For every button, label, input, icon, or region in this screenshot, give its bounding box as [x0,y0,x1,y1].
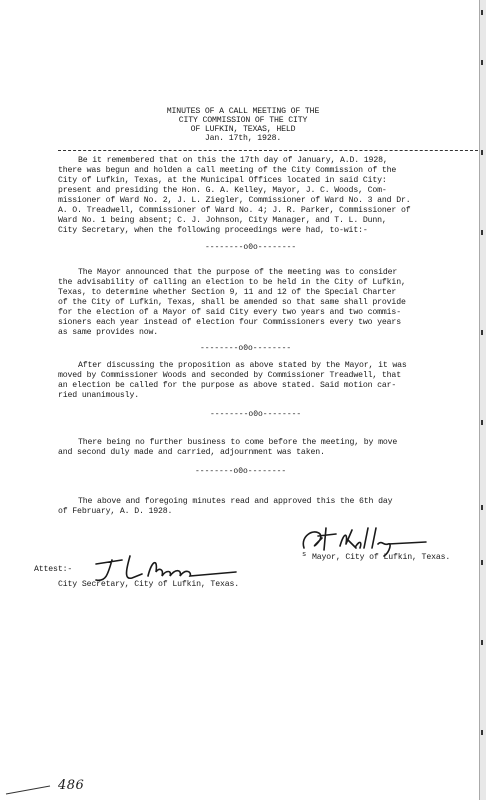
edge-mark [481,150,483,155]
edge-mark [481,505,483,510]
p5-line: of February, A. D. 1928. [58,507,173,516]
signature-marker: s [302,551,307,559]
p2-line: sioners each year instead of election four Commissioners every two years [58,318,401,327]
edge-mark [481,640,483,645]
page-edge [479,0,486,800]
section-separator: --------o0o-------- [195,467,287,476]
p2-line: for the election of a Mayor of said City every two years and two commis- [58,308,401,317]
page-number: 486 [58,778,85,793]
p5-line: The above and foregoing minutes read and approved this the 6th day [78,497,393,506]
attest-label: Attest:- [34,565,73,574]
edge-mark [481,60,483,65]
p3-line: moved by Commissioner Woods and seconded by Commissioner Treadwell, that [58,371,401,380]
p1-line: City Secretary, when the following proceedings were had, to-wit:- [58,226,368,235]
p3-line: ried unanimously. [58,391,139,400]
p4-line: and second duly made and carried, adjournment was taken. [58,448,325,457]
edge-mark [481,420,483,425]
p2-line: as same provides now. [58,328,159,337]
p2-line: Texas, to determine whether Section 9, 11 and 12 of the Special Charter [58,288,397,297]
p1-line: present and presiding the Hon. G. A. Kelley, Mayor, J. C. Woods, Com- [58,186,387,195]
edge-mark [481,10,483,15]
edge-mark [481,330,483,335]
p3-line: an election be called for the purpose as above stated. Said motion car- [58,381,397,390]
heading-line-1: MINUTES OF A CALL MEETING OF THE [166,107,320,116]
p2-line: The Mayor announced that the purpose of the meeting was to consider [78,268,398,277]
mayor-title: Mayor, City of Lufkin, Texas. [312,553,451,562]
p4-line: There being no further business to come before the meeting, by move [78,438,398,447]
edge-mark [481,560,483,565]
section-separator: --------o0o-------- [205,243,297,252]
p2-line: of the City of Lufkin, Texas, shall be amended so that same shall provide [58,298,406,307]
p1-line: there was begun and holden a call meeting of the City Commission of the [58,166,397,175]
section-separator: --------o0o-------- [210,410,302,419]
secretary-title: City Secretary, City of Lufkin, Texas. [58,580,240,589]
heading-line-3: OF LUFKIN, TEXAS, HELD [190,125,296,134]
p1-line: City of Lufkin, Texas, at the Municipal Offices located in said City: [58,176,387,185]
p1-line: Be it remembered that on this the 17th day of January, A.D. 1928, [78,156,388,165]
corner-mark [4,772,52,796]
p1-line: missioner of Ward No. 2, J. L. Ziegler, Commissioner of Ward No. 3 and Dr. [58,196,411,205]
p1-line: A. O. Treadwell, Commissioner of Ward No. 4; J. R. Parker, Commissioner of [58,206,411,215]
p2-line: the advisability of calling an election to be held in the City of Lufkin, [58,278,406,287]
heading-line-4: Jan. 17th, 1928. [204,134,282,143]
p1-line: Ward No. 1 being absent; C. J. Johnson, City Manager, and T. L. Dunn, [58,216,387,225]
heading-line-2: CITY COMMISSION OF THE CITY [178,116,308,125]
top-rule [58,150,478,151]
section-separator: --------o0o-------- [200,344,292,353]
edge-mark [481,730,483,735]
edge-mark [481,230,483,235]
p3-line: After discussing the proposition as above stated by the Mayor, it was [78,361,407,370]
